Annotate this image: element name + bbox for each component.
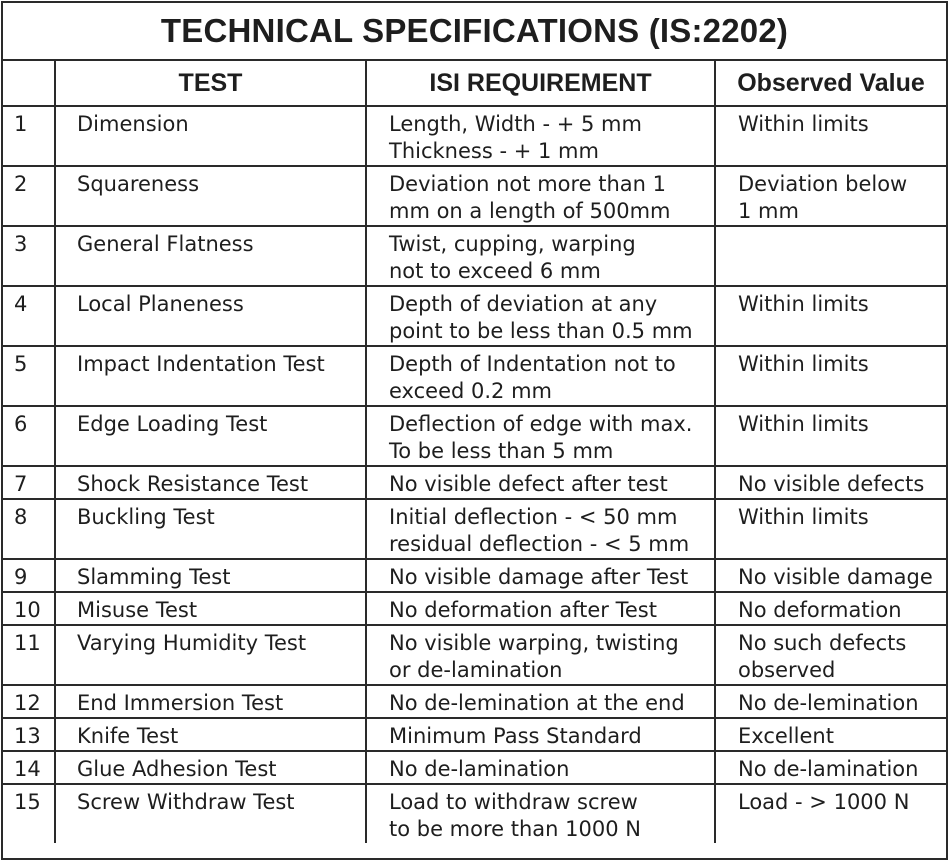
row-number: 6 xyxy=(3,406,55,466)
test-name: Dimension xyxy=(55,106,366,166)
observed-value: Within limits xyxy=(715,106,946,166)
isi-requirement: Load to withdraw screw to be more than 1000 N xyxy=(366,784,715,843)
table-row xyxy=(3,559,946,592)
isi-requirement: Deviation not more than 1 mm on a length of 500mm xyxy=(366,166,715,226)
isi-requirement: Depth of Indentation not to exceed 0.2 mm xyxy=(366,346,715,406)
row-number: 2 xyxy=(3,166,55,226)
header-row xyxy=(3,61,946,106)
isi-requirement: Depth of deviation at any point to be less than 0.5 mm xyxy=(366,286,715,346)
table-row xyxy=(3,166,946,226)
table-row xyxy=(3,718,946,751)
test-name: Varying Humidity Test xyxy=(55,625,366,685)
isi-requirement: No visible defect after test xyxy=(366,466,715,499)
row-number: 7 xyxy=(3,466,55,499)
row-number: 4 xyxy=(3,286,55,346)
observed-value: Deviation below 1 mm xyxy=(715,166,946,226)
table-row xyxy=(3,406,946,466)
page-title: TECHNICAL SPECIFICATIONS (IS:2202) xyxy=(3,3,946,61)
test-name: Shock Resistance Test xyxy=(55,466,366,499)
row-number: 5 xyxy=(3,346,55,406)
table-row xyxy=(3,592,946,625)
isi-requirement: No visible damage after Test xyxy=(366,559,715,592)
row-number: 3 xyxy=(3,226,55,286)
row-number: 8 xyxy=(3,499,55,559)
observed-value: Within limits xyxy=(715,346,946,406)
row-number: 13 xyxy=(3,718,55,751)
observed-value: Within limits xyxy=(715,286,946,346)
test-name: Screw Withdraw Test xyxy=(55,784,366,843)
row-number: 14 xyxy=(3,751,55,784)
isi-requirement: No de-lemination at the end xyxy=(366,685,715,718)
observed-value: No visible damage xyxy=(715,559,946,592)
table-row xyxy=(3,286,946,346)
row-number: 15 xyxy=(3,784,55,843)
isi-requirement: No de-lamination xyxy=(366,751,715,784)
observed-value xyxy=(715,226,946,286)
observed-value: Load - > 1000 N xyxy=(738,790,910,814)
row-number: 10 xyxy=(3,592,55,625)
test-name: Local Planeness xyxy=(55,286,366,346)
observed-value: No such defects observed xyxy=(715,625,946,685)
test-name: End Immersion Test xyxy=(55,685,366,718)
row-number: 9 xyxy=(3,559,55,592)
spec-sheet xyxy=(1,1,948,860)
row-number: 12 xyxy=(3,685,55,718)
test-name: Misuse Test xyxy=(55,592,366,625)
test-name: Edge Loading Test xyxy=(55,406,366,466)
observed-value: No de-lamination xyxy=(715,751,946,784)
observed-value: Within limits xyxy=(715,406,946,466)
test-name: Slamming Test xyxy=(55,559,366,592)
observed-value: Excellent xyxy=(715,718,946,751)
table-row xyxy=(3,625,946,685)
table-row xyxy=(3,751,946,784)
observed-value: No deformation xyxy=(715,592,946,625)
table-row xyxy=(3,226,946,286)
table-row xyxy=(3,784,946,843)
row-number: 1 xyxy=(3,106,55,166)
table-row xyxy=(3,466,946,499)
table-row xyxy=(3,499,946,559)
column-header-test: TEST xyxy=(55,61,366,106)
test-name: Glue Adhesion Test xyxy=(55,751,366,784)
test-name: Buckling Test xyxy=(55,499,366,559)
isi-requirement: Deflection of edge with max. To be less than 5 mm xyxy=(366,406,715,466)
column-header-requirement: ISI REQUIREMENT xyxy=(366,61,715,106)
table-row xyxy=(3,346,946,406)
spec-table-body xyxy=(3,106,946,843)
isi-requirement: Length, Width - + 5 mm Thickness - + 1 mm xyxy=(366,106,715,166)
test-name: General Flatness xyxy=(55,226,366,286)
observed-value: No de-lemination xyxy=(715,685,946,718)
isi-requirement: Minimum Pass Standard xyxy=(366,718,715,751)
test-name: Squareness xyxy=(55,166,366,226)
observed-value: Within limits xyxy=(715,499,946,559)
column-header-observed: Observed Value xyxy=(715,61,946,106)
test-name: Impact Indentation Test xyxy=(55,346,366,406)
observed-value: No visible defects xyxy=(715,466,946,499)
table-row xyxy=(3,685,946,718)
test-name: Knife Test xyxy=(55,718,366,751)
isi-requirement: Twist, cupping, warping not to exceed 6 mm xyxy=(366,226,715,286)
isi-requirement: No visible warping, twisting or de-lamination xyxy=(366,625,715,685)
table-row xyxy=(3,106,946,166)
spec-table xyxy=(3,61,946,843)
isi-requirement: Initial deflection - < 50 mm residual deflection - < 5 mm xyxy=(366,499,715,559)
column-header-no xyxy=(3,61,55,106)
isi-requirement: No deformation after Test xyxy=(366,592,715,625)
row-number: 11 xyxy=(3,625,55,685)
